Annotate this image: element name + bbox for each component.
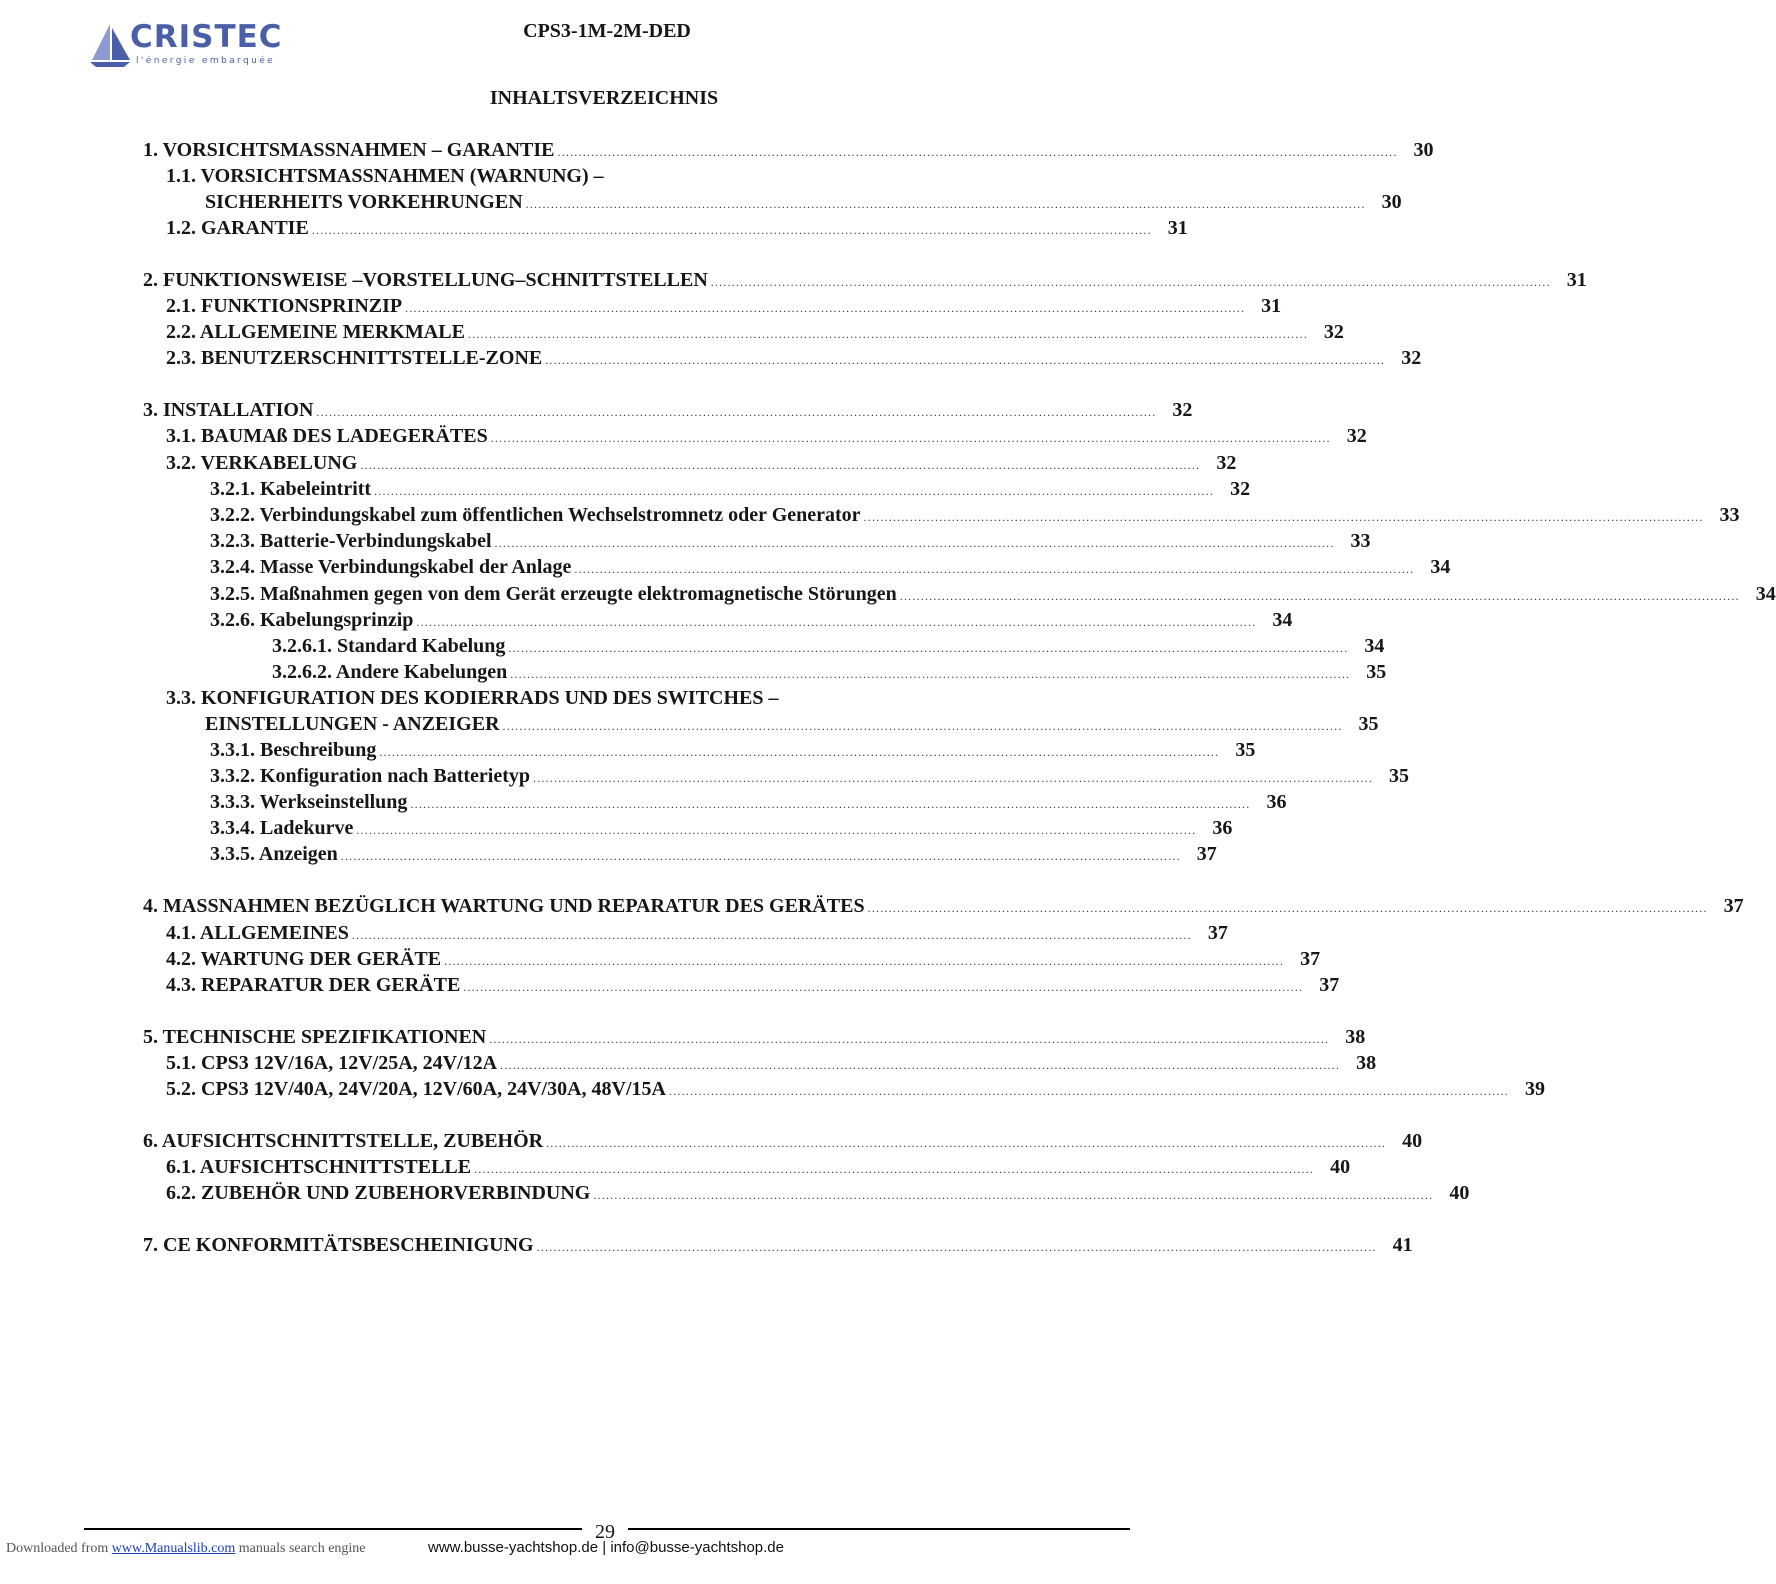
toc-entry-label: 3.2.6. Kabelungsprinzip bbox=[210, 609, 414, 631]
logo-tagline: l'énergie embarquée bbox=[136, 56, 276, 66]
toc-page-number: 37 bbox=[1207, 922, 1228, 944]
dot-leader: ........................................................................................................................................................................................................ bbox=[467, 327, 1308, 341]
dot-leader: ........................................................................................................................................................................................................ bbox=[508, 641, 1349, 655]
manualslib-link[interactable]: www.Manualslib.com bbox=[111, 1541, 236, 1556]
toc-page-number: 31 bbox=[1261, 295, 1282, 317]
toc-page-number: 34 bbox=[1364, 635, 1385, 657]
dot-leader: ........................................................................................................................................................................................................ bbox=[533, 771, 1373, 785]
toc-entry-label: 3.1. BAUMAß DES LADEGERÄTES bbox=[166, 425, 488, 447]
toc-entry-label: 4.1. ALLGEMEINES bbox=[166, 922, 349, 944]
toc-entry[interactable] bbox=[166, 946, 1321, 972]
dot-leader: ........................................................................................................................................................................................................ bbox=[316, 405, 1157, 419]
toc-page-number: 34 bbox=[1272, 609, 1293, 631]
toc-entry-label: 2. FUNKTIONSWEISE –VORSTELLUNG–SCHNITTSTELLEN bbox=[143, 269, 708, 291]
toc-entry[interactable] bbox=[166, 1076, 1545, 1102]
toc-page-number: 37 bbox=[1300, 948, 1321, 970]
dot-leader: ........................................................................................................................................................................................................ bbox=[593, 1188, 1434, 1202]
toc-entry[interactable] bbox=[210, 841, 1217, 867]
toc-page-number: 38 bbox=[1356, 1052, 1377, 1074]
toc-page-number: 40 bbox=[1402, 1130, 1423, 1152]
toc-page-number: 41 bbox=[1392, 1234, 1413, 1256]
toc-entry-label: 1.2. GARANTIE bbox=[166, 217, 309, 239]
toc-page-number: 40 bbox=[1449, 1182, 1470, 1204]
dot-leader: ........................................................................................................................................................................................................ bbox=[669, 1084, 1509, 1098]
toc-entry-label: 5.1. CPS3 12V/16A, 12V/25A, 24V/12A bbox=[166, 1052, 498, 1074]
toc-entry[interactable] bbox=[210, 607, 1293, 633]
toc-entry[interactable] bbox=[166, 972, 1340, 998]
dot-leader: ........................................................................................................................................................................................................ bbox=[502, 719, 1343, 733]
toc-entry-label: 3.2.2. Verbindungskabel zum öffentlichen Wechselstromnetz oder Generator bbox=[210, 504, 861, 526]
toc-entry-label: 7. CE KONFORMITÄTSBESCHEINIGUNG bbox=[143, 1234, 534, 1256]
toc-page-number: 36 bbox=[1212, 817, 1233, 839]
toc-entry[interactable] bbox=[143, 1024, 1366, 1050]
toc-page-number: 32 bbox=[1401, 347, 1422, 369]
toc-entry[interactable] bbox=[166, 450, 1237, 476]
dot-leader: ........................................................................................................................................................................................................ bbox=[545, 353, 1386, 367]
dot-leader: ........................................................................................................................................................................................................ bbox=[557, 145, 1398, 159]
toc-entry[interactable] bbox=[210, 528, 1371, 554]
toc-entry[interactable] bbox=[210, 789, 1287, 815]
toc-page-number: 32 bbox=[1230, 478, 1251, 500]
toc-entry[interactable] bbox=[166, 1050, 1377, 1076]
toc-entry-continuation: EINSTELLUNGEN - ANZEIGER bbox=[205, 713, 500, 735]
dot-leader: ........................................................................................................................................................................................................ bbox=[474, 1162, 1315, 1176]
dot-leader: ........................................................................................................................................................................................................ bbox=[710, 275, 1551, 289]
footer-rule-left bbox=[84, 1528, 582, 1530]
toc-entry[interactable] bbox=[272, 659, 1387, 685]
toc-page-number: 30 bbox=[1413, 139, 1434, 161]
dot-leader: ........................................................................................................................................................................................................ bbox=[405, 301, 1246, 315]
toc-entry[interactable] bbox=[210, 815, 1233, 841]
shop-contact: www.busse-yachtshop.de | info@busse-yachtshop.de bbox=[428, 1539, 784, 1556]
toc-entry[interactable] bbox=[166, 345, 1422, 371]
dot-leader: ........................................................................................................................................................................................................ bbox=[410, 797, 1251, 811]
toc-page-number: 33 bbox=[1350, 530, 1371, 552]
toc-entry-label: 3.3.1. Beschreibung bbox=[210, 739, 377, 761]
dot-leader: ........................................................................................................................................................................................................ bbox=[546, 1136, 1387, 1150]
dot-leader: ........................................................................................................................................................................................................ bbox=[379, 745, 1220, 759]
toc-page-number: 39 bbox=[1525, 1078, 1545, 1100]
toc-page-number: 32 bbox=[1172, 399, 1193, 421]
toc-entry-label: 4.3. REPARATUR DER GERÄTE bbox=[166, 974, 461, 996]
toc-page-number: 37 bbox=[1319, 974, 1340, 996]
footer-rule-right bbox=[628, 1528, 1130, 1530]
toc-entry[interactable] bbox=[210, 502, 1740, 528]
toc-page-number: 35 bbox=[1235, 739, 1256, 761]
toc-entry[interactable] bbox=[143, 1232, 1413, 1258]
toc-entry[interactable] bbox=[210, 581, 1776, 607]
toc-entry-label: 3. INSTALLATION bbox=[143, 399, 314, 421]
toc-entry[interactable] bbox=[143, 397, 1193, 423]
document-code: CPS3-1M-2M-DED bbox=[523, 20, 691, 42]
dot-leader: ........................................................................................................................................................................................................ bbox=[510, 667, 1351, 681]
page-number: 29 bbox=[595, 1521, 615, 1543]
dot-leader: ........................................................................................................................................................................................................ bbox=[489, 1032, 1330, 1046]
toc-page-number: 40 bbox=[1330, 1156, 1351, 1178]
toc-entry[interactable] bbox=[166, 293, 1282, 319]
toc-entry-label: 6.1. AUFSICHTSCHNITTSTELLE bbox=[166, 1156, 472, 1178]
toc-entry-label: 4.2. WARTUNG DER GERÄTE bbox=[166, 948, 442, 970]
toc-page-number: 36 bbox=[1266, 791, 1287, 813]
toc-entry-label: 5.2. CPS3 12V/40A, 24V/20A, 12V/60A, 24V/30A, 48V/15A bbox=[166, 1078, 666, 1100]
toc-page-number: 32 bbox=[1323, 321, 1344, 343]
toc-title: INHALTSVERZEICHNIS bbox=[489, 87, 719, 109]
toc-entry[interactable] bbox=[166, 215, 1188, 241]
dot-leader: ........................................................................................................................................................................................................ bbox=[500, 1058, 1341, 1072]
toc-entry[interactable] bbox=[210, 554, 1451, 580]
download-suffix: manuals search engine bbox=[238, 1541, 366, 1556]
toc-entry[interactable] bbox=[166, 1154, 1351, 1180]
toc-entry-label: 2.1. FUNKTIONSPRINZIP bbox=[166, 295, 403, 317]
dot-leader: ........................................................................................................................................................................................................ bbox=[490, 431, 1331, 445]
toc-page-number: 35 bbox=[1358, 713, 1379, 735]
toc-entry[interactable] bbox=[210, 763, 1409, 789]
toc-entry-label: 2.3. BENUTZERSCHNITTSTELLE-ZONE bbox=[166, 347, 543, 369]
toc-entry[interactable] bbox=[143, 893, 1744, 919]
toc-page-number: 37 bbox=[1196, 843, 1217, 865]
toc-entry[interactable] bbox=[143, 1128, 1423, 1154]
toc-entry-label: 2.2. ALLGEMEINE MERKMALE bbox=[166, 321, 465, 343]
dot-leader: ........................................................................................................................................................................................................ bbox=[863, 510, 1704, 524]
toc-entry-label[interactable]: 1.1. VORSICHTSMASSNAHMEN (WARNUNG) – bbox=[166, 165, 604, 187]
toc-entry[interactable] bbox=[210, 737, 1256, 763]
toc-entry[interactable] bbox=[210, 476, 1251, 502]
download-credit bbox=[6, 1541, 366, 1557]
toc-entry-label: 3.2.4. Masse Verbindungskabel der Anlage bbox=[210, 556, 572, 578]
dot-leader: ........................................................................................................................................................................................................ bbox=[525, 197, 1366, 211]
toc-page-number: 34 bbox=[1430, 556, 1451, 578]
toc-entry[interactable] bbox=[143, 137, 1434, 163]
toc-entry-label: 6. AUFSICHTSCHNITTSTELLE, ZUBEHÖR bbox=[143, 1130, 544, 1152]
toc-page-number: 31 bbox=[1566, 269, 1587, 291]
toc-entry[interactable] bbox=[166, 423, 1367, 449]
dot-leader: ........................................................................................................................................................................................................ bbox=[867, 901, 1708, 915]
dot-leader: ........................................................................................................................................................................................................ bbox=[574, 562, 1415, 576]
dot-leader: ........................................................................................................................................................................................................ bbox=[340, 849, 1181, 863]
dot-leader: ........................................................................................................................................................................................................ bbox=[416, 615, 1257, 629]
toc-entry-label: 6.2. ZUBEHÖR UND ZUBEHORVERBINDUNG bbox=[166, 1182, 591, 1204]
toc-page-number: 35 bbox=[1389, 765, 1409, 787]
toc-page-number: 32 bbox=[1216, 452, 1237, 474]
toc-entry[interactable] bbox=[166, 1180, 1470, 1206]
toc-entry[interactable] bbox=[166, 920, 1228, 946]
toc-entry[interactable] bbox=[272, 633, 1385, 659]
toc-entry-label: 3.2.6.2. Andere Kabelungen bbox=[272, 661, 508, 683]
toc-page-number: 35 bbox=[1366, 661, 1387, 683]
toc-entry-label: 4. MASSNAHMEN BEZÜGLICH WARTUNG UND REPARATUR DES GERÄTES bbox=[143, 895, 865, 917]
toc-entry-label: 3.3.4. Ladekurve bbox=[210, 817, 354, 839]
toc-entry-label: 3.2.5. Maßnahmen gegen von dem Gerät erzeugte elektromagnetische Störungen bbox=[210, 583, 897, 605]
dot-leader: ........................................................................................................................................................................................................ bbox=[899, 589, 1740, 603]
dot-leader: ........................................................................................................................................................................................................ bbox=[444, 954, 1285, 968]
toc-entry[interactable] bbox=[166, 319, 1344, 345]
toc-entry-label: 3.2.6.1. Standard Kabelung bbox=[272, 635, 506, 657]
toc-entry-label: 3.3.3. Werkseinstellung bbox=[210, 791, 408, 813]
toc-entry[interactable] bbox=[205, 189, 1402, 215]
dot-leader: ........................................................................................................................................................................................................ bbox=[311, 223, 1152, 237]
toc-entry[interactable] bbox=[143, 267, 1587, 293]
dot-leader: ........................................................................................................................................................................................................ bbox=[360, 458, 1201, 472]
dot-leader: ........................................................................................................................................................................................................ bbox=[463, 980, 1304, 994]
toc-page-number: 37 bbox=[1723, 895, 1744, 917]
toc-entry-label: 3.2.3. Batterie-Verbindungskabel bbox=[210, 530, 492, 552]
dot-leader: ........................................................................................................................................................................................................ bbox=[356, 823, 1197, 837]
toc-entry-label: 3.2. VERKABELUNG bbox=[166, 452, 358, 474]
toc-page-number: 31 bbox=[1167, 217, 1188, 239]
toc-page-number: 38 bbox=[1345, 1026, 1366, 1048]
dot-leader: ........................................................................................................................................................................................................ bbox=[374, 484, 1215, 498]
toc-page-number: 34 bbox=[1755, 583, 1776, 605]
toc-entry-label: 3.2.1. Kabeleintritt bbox=[210, 478, 372, 500]
dot-leader: ........................................................................................................................................................................................................ bbox=[494, 536, 1335, 550]
toc-entry-label: 3.3.5. Anzeigen bbox=[210, 843, 338, 865]
download-prefix: Downloaded from bbox=[6, 1541, 109, 1556]
toc-entry-label: 1. VORSICHTSMASSNAHMEN – GARANTIE bbox=[143, 139, 555, 161]
toc-entry-label[interactable]: 3.3. KONFIGURATION DES KODIERRADS UND DES SWITCHES – bbox=[166, 687, 779, 709]
toc-entry[interactable] bbox=[205, 711, 1379, 737]
toc-entry-label: 5. TECHNISCHE SPEZIFIKATIONEN bbox=[143, 1026, 487, 1048]
toc-page-number: 33 bbox=[1719, 504, 1740, 526]
toc-page-number: 32 bbox=[1346, 425, 1367, 447]
dot-leader: ........................................................................................................................................................................................................ bbox=[351, 928, 1192, 942]
logo-wordmark: CRISTEC bbox=[130, 19, 283, 55]
toc-entry-label: 3.3.2. Konfiguration nach Batterietyp bbox=[210, 765, 530, 787]
toc-entry-continuation: SICHERHEITS VORKEHRUNGEN bbox=[205, 191, 523, 213]
toc-page-number: 30 bbox=[1381, 191, 1402, 213]
dot-leader: ........................................................................................................................................................................................................ bbox=[536, 1240, 1377, 1254]
